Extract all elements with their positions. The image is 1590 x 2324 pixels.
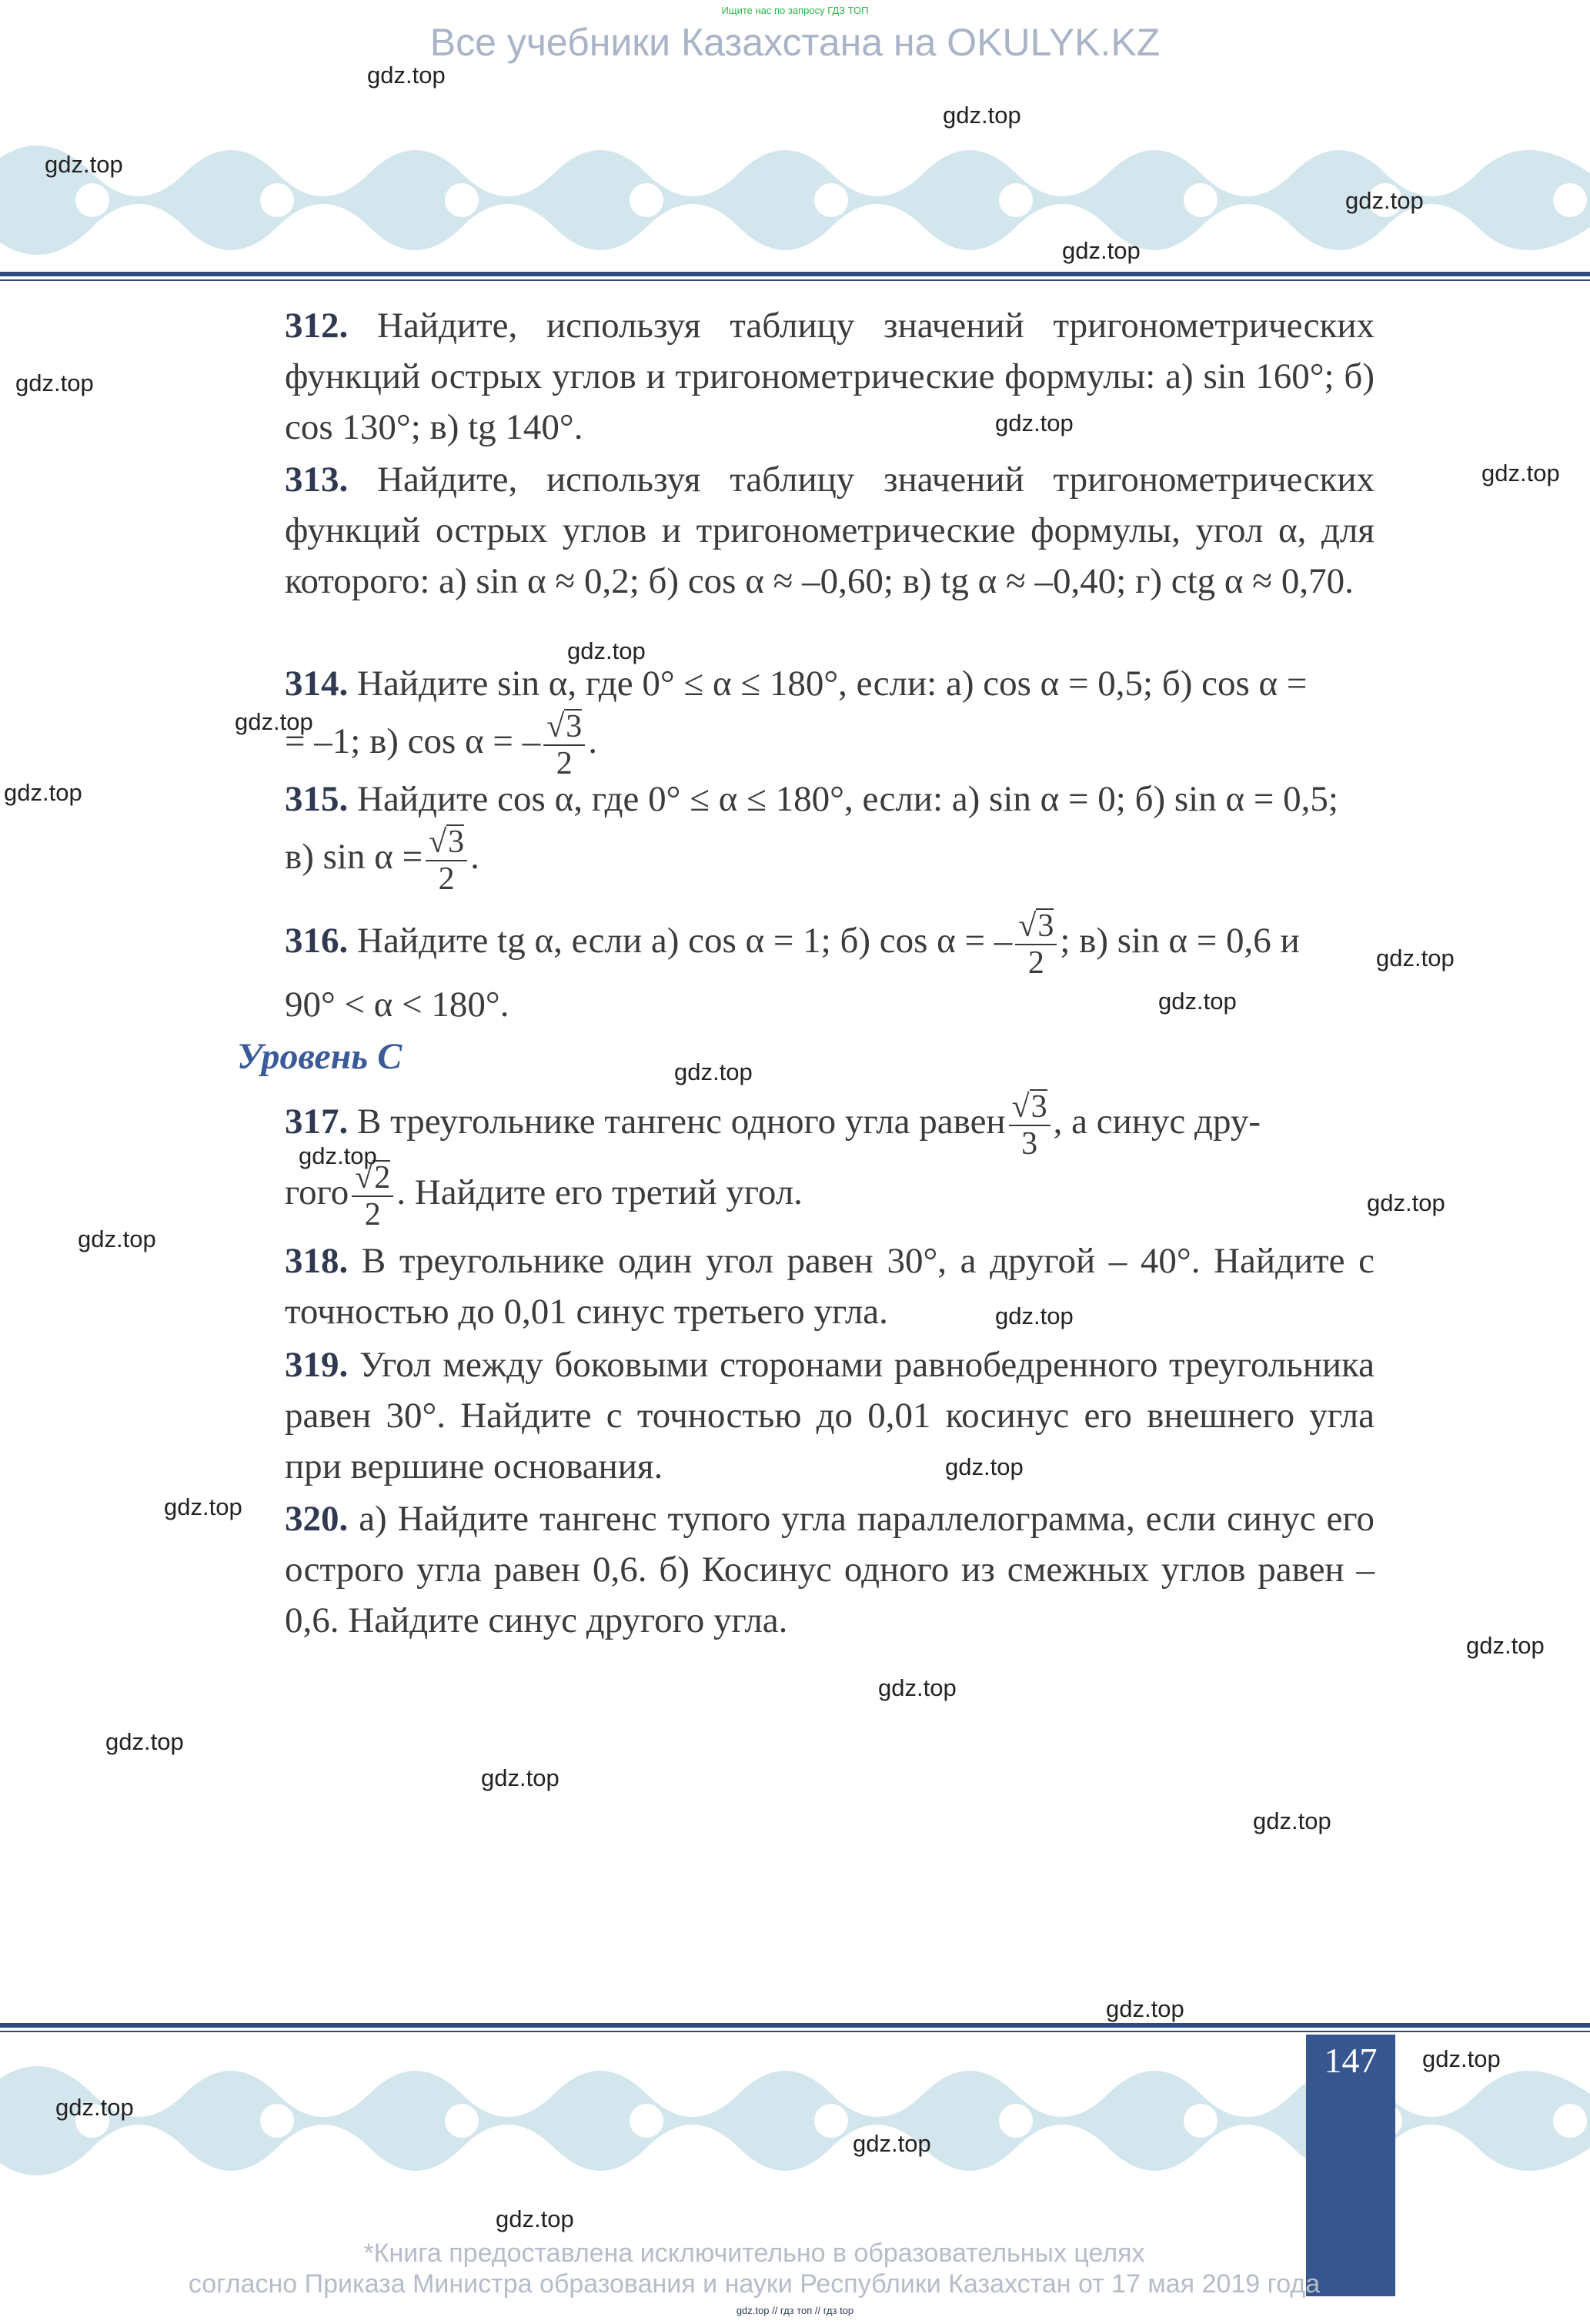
exercise-text: 90° < α < 180°.	[285, 985, 509, 1025]
exercise-314: 314. Найдите sin α, где 0° ≤ α ≤ 180°, если: а) cos α = 0,5; б) cos α = = –1; в) cos α = – $\frac{√3}{2}$ .	[285, 664, 1308, 781]
exercise-number: 314.	[285, 664, 349, 704]
watermark: gdz.top	[235, 708, 313, 735]
watermark: gdz.top	[1253, 1807, 1331, 1834]
exercise-text: Найдите cos α, где 0° ≤ α ≤ 180°, если: а) sin α = 0; б) sin α = 0,5;	[357, 779, 1338, 819]
exercise-text: в) sin α =	[285, 836, 423, 877]
fraction: $\frac{√3}{2}$	[543, 709, 585, 780]
exercise-text: а) Найдите тангенс тупого угла параллелограмма, если синус его острого угла равен 0,6. б) Косинус одного из смежных углов равен –0,6. Найдите синус другого угла.	[285, 1499, 1375, 1640]
watermark: gdz.top	[945, 1453, 1024, 1480]
fraction: $\frac{√3}{2}$	[1015, 908, 1057, 979]
exercise-text: Угол между боковыми сторонами равнобедренного треугольника равен 30°. Найдите с точностью до 0,01 косинус его внешнего угла при вершине основания.	[285, 1345, 1375, 1486]
watermark: gdz.top	[1345, 187, 1424, 214]
watermark: gdz.top	[674, 1058, 753, 1085]
exercise-316: 316. Найдите tg α, если а) cos α = 1; б) cos α = – $\frac{√3}{2}$ ; в) sin α = 0,6 и 90° < α < 180°.	[285, 908, 1300, 1025]
watermark: gdz.top	[567, 637, 646, 664]
exercise-number: 315.	[285, 779, 349, 819]
exercise-312	[285, 300, 1375, 453]
watermark: gdz.top	[1376, 945, 1455, 971]
exercise-number: 320.	[285, 1499, 349, 1539]
exercise-text: В треугольнике тангенс одного угла равен	[357, 1101, 1006, 1142]
fraction: $\frac{√3}{2}$	[426, 824, 467, 895]
watermark: gdz.top	[1481, 460, 1560, 487]
page-number: 147	[1324, 2041, 1378, 2080]
watermark: gdz.top	[55, 2094, 134, 2121]
exercise-number: 316.	[285, 920, 349, 961]
bottom-note: gdz.top // гдз топ // гдз top	[736, 2305, 854, 2316]
watermark: gdz.top	[1158, 988, 1237, 1015]
header-rule	[0, 272, 1590, 276]
disclaimer-line-1: *Книга предоставлена исключительно в образовательных целях	[363, 2239, 1145, 2268]
watermark: gdz.top	[481, 1764, 560, 1791]
watermark: gdz.top	[4, 779, 82, 806]
exercise-text: Найдите tg α, если а) cos α = 1; б) cos α = –	[357, 920, 1013, 961]
footer-rule-thin	[0, 2031, 1590, 2032]
watermark: gdz.top	[1106, 1995, 1184, 2022]
fraction: $\frac{√2}{2}$	[352, 1160, 393, 1231]
exercise-text: = –1; в) cos α = –	[285, 721, 541, 761]
watermark: gdz.top	[995, 410, 1074, 436]
watermark: gdz.top	[105, 1728, 184, 1755]
watermark: gdz.top	[853, 2130, 931, 2157]
watermark: gdz.top	[1062, 237, 1141, 264]
watermark: gdz.top	[943, 102, 1021, 129]
exercise-317: 317. В треугольнике тангенс одного угла равен $\frac{√3}{3}$ , а синус дру- гого $\frac{√2}{2}$ . Найдите его третий угол.	[285, 1089, 1261, 1232]
level-heading: Уровень C	[237, 1036, 403, 1077]
watermark: gdz.top	[995, 1302, 1074, 1329]
exercise-text: В треугольнике один угол равен 30°, а другой – 40°. Найдите с точностью до 0,01 синус третьего угла.	[285, 1241, 1375, 1332]
watermark: gdz.top	[299, 1142, 377, 1169]
exercise-text: Найдите sin α, где 0° ≤ α ≤ 180°, если: а) cos α = 0,5; б) cos α =	[357, 664, 1308, 704]
watermark: gdz.top	[878, 1674, 957, 1701]
exercise-number: 313.	[285, 460, 349, 500]
watermark: gdz.top	[164, 1493, 242, 1520]
watermark: gdz.top	[1466, 1632, 1545, 1659]
watermark: gdz.top	[45, 151, 123, 178]
exercise-number: 312.	[285, 306, 349, 346]
exercise-320	[285, 1493, 1375, 1646]
exercise-text: Найдите, используя таблицу значений тригонометрических функций острых углов и тригонометрические формулы: а) sin 160°; б) cos 130°; в) tg 140°.	[285, 306, 1375, 447]
watermark: gdz.top	[1367, 1189, 1445, 1216]
watermark: gdz.top	[367, 62, 446, 89]
watermark: gdz.top	[496, 2205, 574, 2232]
exercise-313	[285, 454, 1375, 607]
header-rule-thin	[0, 279, 1590, 281]
site-banner[interactable]: Все учебники Казахстана на OKULYK.KZ	[429, 21, 1161, 64]
watermark: gdz.top	[78, 1226, 156, 1252]
exercise-number: 319.	[285, 1345, 349, 1385]
exercise-text: Найдите, используя таблицу значений тригонометрических функций острых углов и тригонометрические формулы, угол α, для которого: а) sin α ≈ 0,2; б) cos α ≈ –0,60; в) tg α ≈ –0,40; г) ctg α ≈ 0,70.	[285, 460, 1375, 601]
exercise-315: 315. Найдите cos α, где 0° ≤ α ≤ 180°, если: а) sin α = 0; б) sin α = 0,5; в) sin α = $\frac{√3}{2}$ .	[285, 779, 1338, 897]
disclaimer-line-2: согласно Приказа Министра образования и науки Республики Казахстан от 17 мая 2019 года	[188, 2269, 1321, 2299]
top-note: Ищите нас по запросу ГДЗ ТОП	[721, 5, 869, 16]
exercise-318	[285, 1236, 1375, 1337]
exercise-number: 317.	[285, 1101, 349, 1142]
watermark: gdz.top	[15, 369, 94, 396]
footer-rule	[0, 2023, 1590, 2028]
exercise-319	[285, 1339, 1375, 1492]
fraction: $\frac{√3}{3}$	[1009, 1089, 1051, 1160]
exercise-number: 318.	[285, 1241, 349, 1281]
watermark: gdz.top	[1422, 2045, 1501, 2072]
